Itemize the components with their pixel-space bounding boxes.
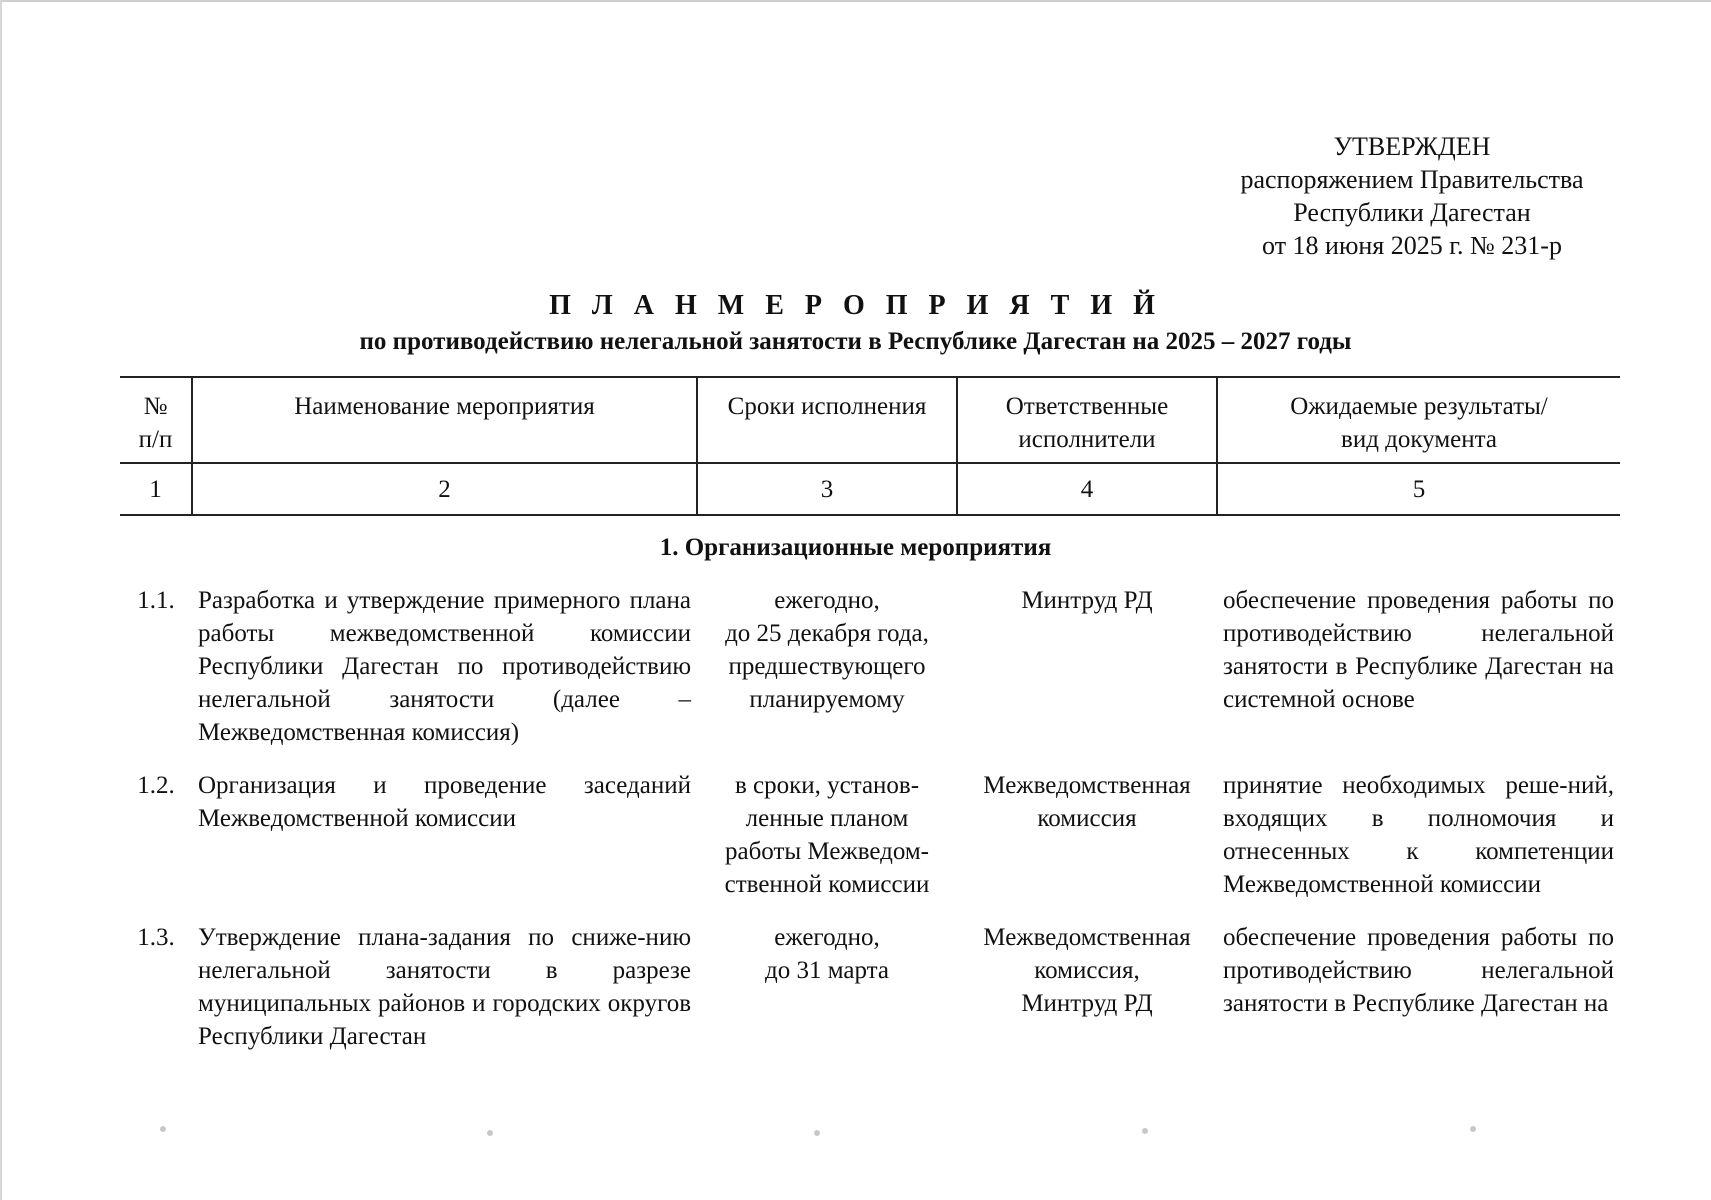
row-responsible <box>957 584 1217 769</box>
header-cell-responsible <box>957 377 1217 463</box>
deadline-line: ственной комиссии <box>724 871 930 898</box>
row-deadline <box>697 769 957 921</box>
scan-speck <box>814 1130 820 1136</box>
table-row <box>120 584 1620 769</box>
row-result: обеспечение проведения работы по противодействию нелегальной занятости в Республике Дагестан на системной основе <box>1223 587 1614 713</box>
row-name: Разработка и утверждение примерного плана работы межведомственной комиссии Республики Дагестан по противодействию нелегальной занятости (далее – Межведомственная комиссия) <box>198 587 691 746</box>
document-subtitle: по противодействию нелегальной занятости в Республике Дагестан на 2025 – 2027 годы <box>359 328 1352 355</box>
scan-speck <box>160 1126 166 1132</box>
header-deadline-line1: Сроки исполнения <box>727 393 927 420</box>
table-row <box>120 921 1620 1073</box>
scan-edge-top <box>0 0 1711 2</box>
scan-speck <box>1470 1126 1476 1132</box>
header-name-line1: Наименование мероприятия <box>294 393 595 420</box>
responsible-line: Межведомственная <box>983 772 1191 799</box>
deadline-line: планируемому <box>749 686 905 713</box>
deadline-line: работы Межведом- <box>724 838 930 865</box>
header-number-line2: п/п <box>138 426 173 453</box>
scan-specks <box>0 1120 1711 1140</box>
responsible-line: комиссия, <box>1034 957 1140 984</box>
row-name: Утверждение плана-задания по сниже-нию нелегальной занятости в разрезе муниципальных районов и городских округов Республики Дагестан <box>198 924 691 1050</box>
responsible-line: Межведомственная <box>983 924 1191 951</box>
scan-edge-left <box>0 0 2 1200</box>
section-title: 1. Организационные мероприятия <box>659 534 1052 561</box>
row-number: 1.2. <box>137 772 175 799</box>
deadline-line: ленные планом <box>745 805 909 832</box>
approval-line-4: от 18 июня 2025 г. № 231-р <box>1262 231 1562 260</box>
deadline-line: до 31 марта <box>765 957 889 984</box>
responsible-line: Минтруд РД <box>1021 587 1153 614</box>
scan-speck <box>487 1130 493 1136</box>
row-responsible <box>957 921 1217 1073</box>
column-number-1: 1 <box>120 463 192 515</box>
approval-line-2: распоряжением Правительства <box>1240 165 1584 194</box>
header-result-line1: Ожидаемые результаты/ <box>1290 393 1548 420</box>
column-number-3: 3 <box>697 463 957 515</box>
header-responsible-line2: исполнители <box>1018 426 1156 453</box>
column-number-5: 5 <box>1217 463 1620 515</box>
column-number-2: 2 <box>192 463 697 515</box>
table-row <box>120 769 1620 921</box>
approval-line-3: Республики Дагестан <box>1293 198 1531 227</box>
row-responsible <box>957 769 1217 921</box>
row-result: обеспечение проведения работы по противодействию нелегальной занятости в Республике Дагестан на <box>1223 924 1614 1017</box>
row-number: 1.3. <box>137 924 175 951</box>
approval-line-1: УТВЕРЖДЕН <box>1333 132 1491 161</box>
header-responsible-line1: Ответственные <box>1005 393 1169 420</box>
plan-table-body <box>120 584 1620 1073</box>
row-name: Организация и проведение заседаний Межведомственной комиссии <box>198 772 691 832</box>
approval-stamp <box>1222 130 1602 262</box>
column-number-4: 4 <box>957 463 1217 515</box>
header-cell-name <box>192 377 697 463</box>
document-title: П Л А Н М Е Р О П Р И Я Т И Й <box>549 290 1162 321</box>
header-cell-deadline <box>697 377 957 463</box>
responsible-line: Минтруд РД <box>1021 990 1153 1017</box>
deadline-line: в сроки, установ- <box>734 772 920 799</box>
deadline-line: ежегодно, <box>774 587 880 614</box>
deadline-line: ежегодно, <box>774 924 880 951</box>
deadline-line: предшествующего <box>728 653 926 680</box>
row-deadline <box>697 584 957 769</box>
row-result: принятие необходимых реше-ний, входящих в полномочия и отнесенных к компетенции Межведомственной комиссии <box>1223 772 1614 898</box>
header-cell-number <box>120 377 192 463</box>
plan-table-header <box>120 376 1620 516</box>
scan-speck <box>1142 1128 1148 1134</box>
row-number: 1.1. <box>137 587 175 614</box>
deadline-line: до 25 декабря года, <box>725 620 929 647</box>
row-deadline <box>697 921 957 1073</box>
responsible-line: комиссия <box>1037 805 1137 832</box>
header-result-line2: вид документа <box>1341 426 1497 453</box>
header-number-line1: № <box>143 393 168 420</box>
header-cell-result <box>1217 377 1620 463</box>
